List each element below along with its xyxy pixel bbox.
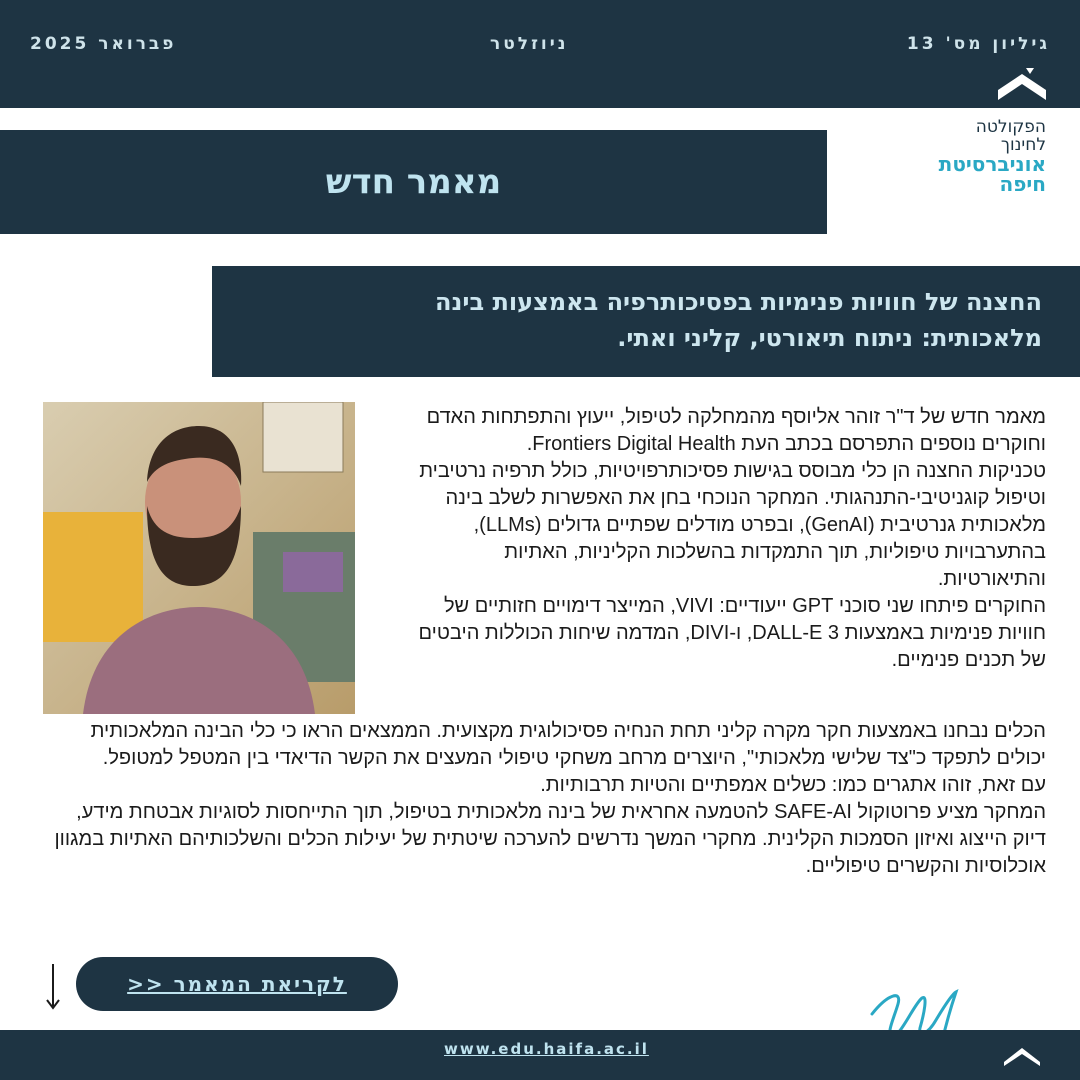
article-paragraph: הכלים נבחנו באמצעות חקר מקרה קליני תחת הנחיה פסיכולוגית מקצועית. הממצאים הראו כי כלי הבינה המלאכותית יכולים לתפקד כ"צד שלישי מלאכותי", היוצרים מרחב משחקי טיפולי המעצים את הקשר הדיאדי בין המטפל למטופל. bbox=[90, 720, 1046, 769]
article-paragraph: טכניקות החצנה הן כלי מבוסס בגישות פסיכותרפויטיות, כולל תרפיה נרטיבית וטיפול קוגניטיבי-התנהגותי. המחקר הנוכחי בחן את האפשרות לשלב בינה מלאכותית גנרטיבית (GenAI), ובפרט מודלים שפתיים גדולים (LLMs), בהתערבויות טיפוליות, תוך התמקדות בהשלכות הקליניות, האתיות והתיאורטיות. bbox=[419, 460, 1046, 590]
article-body-bottom bbox=[43, 718, 1046, 880]
website-link[interactable]: www.edu.haifa.ac.il bbox=[444, 1040, 649, 1058]
article-headline bbox=[212, 266, 1080, 377]
section-banner bbox=[0, 130, 827, 234]
newsletter-title: ניוזלטר bbox=[490, 34, 569, 54]
down-arrow-icon bbox=[44, 962, 62, 1010]
chevron-up-icon bbox=[1002, 1044, 1042, 1066]
faculty-line-3: אוניברסיטת bbox=[938, 152, 1046, 176]
section-title: מאמר חדש bbox=[325, 162, 502, 202]
university-logo-icon bbox=[996, 66, 1048, 106]
faculty-logo-text bbox=[939, 118, 1046, 194]
issue-date: פברואר 2025 bbox=[30, 34, 177, 54]
headline-line-1: החצנה של חוויות פנימיות בפסיכותרפיה באמצעות בינה bbox=[435, 288, 1042, 316]
article-paragraph: עם זאת, זוהו אתגרים כמו: כשלים אמפתיים והטיות תרבותיות. bbox=[540, 774, 1046, 796]
faculty-line-1: הפקולטה bbox=[975, 117, 1046, 137]
article-paragraph: מאמר חדש של ד"ר זוהר אליוסף מהמחלקה לטיפול, ייעוץ והתפתחות האדם וחוקרים נוספים התפרסם בכתב העת Frontiers Digital Health. bbox=[426, 406, 1046, 455]
article-body-top bbox=[411, 404, 1046, 674]
headline-line-2: מלאכותית: ניתוח תיאורטי, קליני ואתי. bbox=[617, 324, 1042, 352]
article-paragraph: המחקר מציע פרוטוקול SAFE-AI להטמעה אחראית של בינה מלאכותית בטיפול, תוך התייחסות לסוגיות אבטחת מידע, דיוק הייצוג ואיזון הסמכות הקלינית. מחקרי המשך נדרשים להערכה שיטתית של יעילות הכלים והשלכותיהם האתיות במגוון אוכלוסיות והקשרים טיפוליים. bbox=[54, 801, 1046, 877]
faculty-line-2: לחינוך bbox=[1000, 135, 1046, 155]
author-photo bbox=[43, 402, 355, 714]
article-paragraph: החוקרים פיתחו שני סוכני GPT ייעודיים: VIVI, המייצר דימויים חזותיים של חוויות פנימיות באמצעות DALL-E 3, ו-DIVI, המדמה שיחות הכוללות היבטים של תכנים פנימיים. bbox=[418, 595, 1046, 671]
faculty-line-4: חיפה bbox=[999, 172, 1046, 196]
issue-number: גיליון מס' 13 bbox=[906, 34, 1050, 54]
top-bar bbox=[0, 0, 1080, 108]
read-article-button[interactable]: לקריאת המאמר << bbox=[76, 957, 398, 1011]
